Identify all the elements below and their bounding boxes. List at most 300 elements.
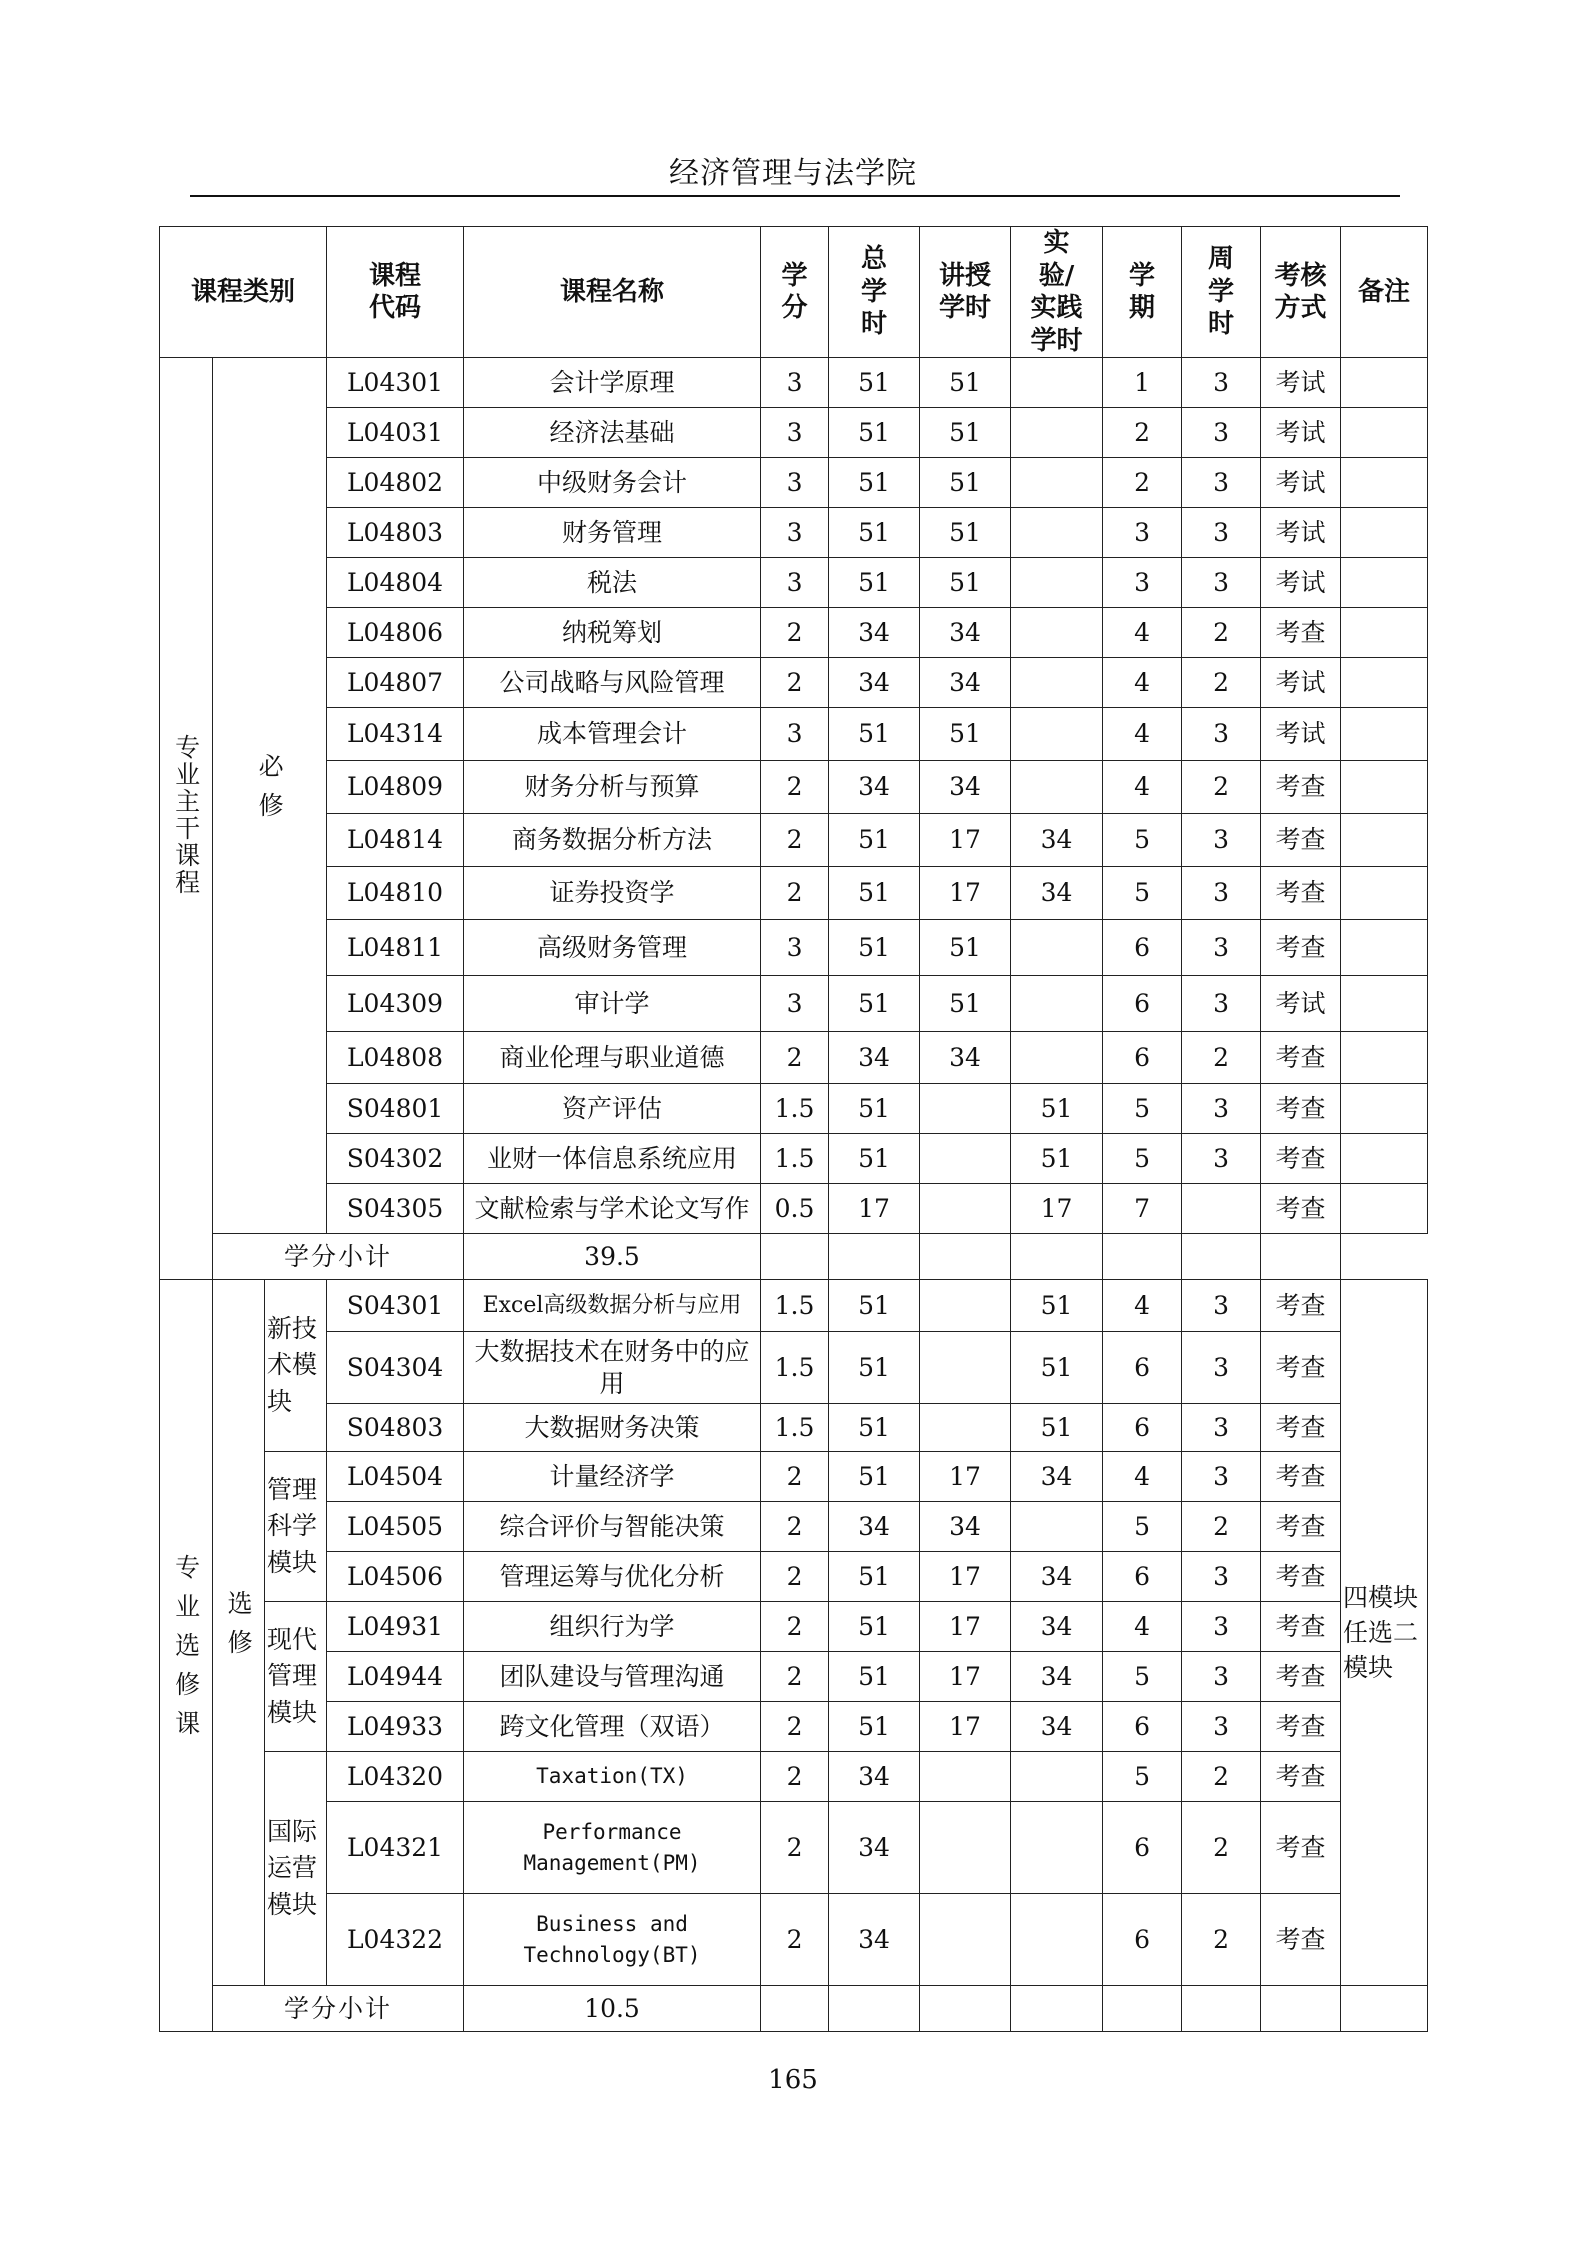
- course-semester: 6: [1103, 1404, 1182, 1452]
- course-code: L04814: [327, 814, 464, 867]
- course-total-hours: 34: [829, 1802, 920, 1894]
- course-code: L04931: [327, 1602, 464, 1652]
- header-total-hours-text: 总学时: [861, 244, 888, 340]
- course-semester: 6: [1103, 1552, 1182, 1602]
- empty-cell: [1182, 1986, 1261, 2032]
- course-lecture-hours: 17: [920, 1602, 1011, 1652]
- course-row: [160, 1502, 1428, 1552]
- course-practice-hours: [1011, 558, 1103, 608]
- course-assessment: 考查: [1261, 1084, 1341, 1134]
- course-weekly-hours: 2: [1182, 1502, 1261, 1552]
- course-row: [160, 1652, 1428, 1702]
- empty-cell: [920, 1234, 1011, 1280]
- course-lecture-hours: 34: [920, 1502, 1011, 1552]
- course-assessment: 考查: [1261, 867, 1341, 920]
- header-practice-hours-text: 实验/实践学时: [1030, 228, 1083, 356]
- header-credit-text: 学分: [781, 260, 808, 323]
- course-code: L04808: [327, 1032, 464, 1084]
- empty-cell: [1261, 1986, 1341, 2032]
- course-lecture-hours: 51: [920, 976, 1011, 1032]
- course-credit: 3: [761, 508, 829, 558]
- course-credit: 2: [761, 814, 829, 867]
- course-credit: 3: [761, 558, 829, 608]
- course-weekly-hours: 3: [1182, 1332, 1261, 1404]
- course-remark: [1341, 1184, 1428, 1234]
- course-practice-hours: [1011, 1032, 1103, 1084]
- module-cell: [265, 1280, 327, 1452]
- course-total-hours: 51: [829, 1652, 920, 1702]
- course-assessment: 考查: [1261, 1134, 1341, 1184]
- course-total-hours: 51: [829, 1404, 920, 1452]
- course-semester: 6: [1103, 1032, 1182, 1084]
- course-code: L04807: [327, 658, 464, 708]
- course-semester: 4: [1103, 608, 1182, 658]
- course-name: 资产评估: [464, 1084, 761, 1134]
- course-name: 商业伦理与职业道德: [464, 1032, 761, 1084]
- course-row: [160, 1752, 1428, 1802]
- course-practice-hours: 34: [1011, 1602, 1103, 1652]
- course-code: L04810: [327, 867, 464, 920]
- course-row: [160, 458, 1428, 508]
- core-subtotal-credit: 39.5: [464, 1234, 761, 1280]
- course-remark: [1341, 408, 1428, 458]
- category-major-core: [160, 358, 213, 1280]
- course-remark: [1341, 358, 1428, 408]
- header-remark: 备注: [1341, 227, 1428, 358]
- course-weekly-hours: 2: [1182, 1802, 1261, 1894]
- course-credit: 1.5: [761, 1134, 829, 1184]
- course-row: [160, 761, 1428, 814]
- course-semester: 3: [1103, 558, 1182, 608]
- course-lecture-hours: [920, 1134, 1011, 1184]
- course-total-hours: 34: [829, 761, 920, 814]
- header-code: [327, 227, 464, 358]
- course-code: S04302: [327, 1134, 464, 1184]
- course-name: 大数据财务决策: [464, 1404, 761, 1452]
- course-code: S04801: [327, 1084, 464, 1134]
- course-total-hours: 51: [829, 458, 920, 508]
- course-weekly-hours: 3: [1182, 1084, 1261, 1134]
- course-credit: 3: [761, 976, 829, 1032]
- course-credit: 3: [761, 358, 829, 408]
- course-practice-hours: 51: [1011, 1084, 1103, 1134]
- course-semester: 5: [1103, 1502, 1182, 1552]
- course-name: 计量经济学: [464, 1452, 761, 1502]
- course-weekly-hours: 2: [1182, 1894, 1261, 1986]
- course-lecture-hours: 51: [920, 508, 1011, 558]
- course-weekly-hours: 3: [1182, 920, 1261, 976]
- course-credit: 2: [761, 1602, 829, 1652]
- course-practice-hours: 51: [1011, 1280, 1103, 1332]
- page-number: 165: [768, 2065, 818, 2095]
- course-semester: 5: [1103, 1652, 1182, 1702]
- course-name: 文献检索与学术论文写作: [464, 1184, 761, 1234]
- elective-remark-cell: [1341, 1280, 1428, 1986]
- course-total-hours: 51: [829, 1084, 920, 1134]
- course-remark: [1341, 708, 1428, 761]
- course-semester: 4: [1103, 1602, 1182, 1652]
- header-lecture-hours: [920, 227, 1011, 358]
- course-row: [160, 408, 1428, 458]
- course-row: [160, 1134, 1428, 1184]
- course-lecture-hours: [920, 1184, 1011, 1234]
- course-assessment: 考查: [1261, 814, 1341, 867]
- course-name: Performance Management(PM): [464, 1802, 761, 1894]
- course-row: [160, 1280, 1428, 1332]
- course-weekly-hours: 3: [1182, 708, 1261, 761]
- course-lecture-hours: [920, 1332, 1011, 1404]
- course-total-hours: 34: [829, 608, 920, 658]
- empty-cell: [1103, 1986, 1182, 2032]
- course-credit: 0.5: [761, 1184, 829, 1234]
- course-semester: 4: [1103, 1452, 1182, 1502]
- course-row: [160, 658, 1428, 708]
- course-code: L04504: [327, 1452, 464, 1502]
- course-lecture-hours: 34: [920, 658, 1011, 708]
- course-weekly-hours: 2: [1182, 608, 1261, 658]
- course-total-hours: 51: [829, 976, 920, 1032]
- course-assessment: 考试: [1261, 408, 1341, 458]
- course-row: [160, 1452, 1428, 1502]
- course-remark: [1341, 1084, 1428, 1134]
- header-semester-text: 学期: [1129, 260, 1156, 323]
- course-total-hours: 51: [829, 1702, 920, 1752]
- course-remark: [1341, 658, 1428, 708]
- course-practice-hours: 34: [1011, 1702, 1103, 1752]
- course-practice-hours: [1011, 658, 1103, 708]
- course-weekly-hours: 3: [1182, 976, 1261, 1032]
- required-label: 必修: [255, 752, 285, 831]
- course-semester: 5: [1103, 867, 1182, 920]
- course-assessment: 考查: [1261, 1602, 1341, 1652]
- course-semester: 6: [1103, 976, 1182, 1032]
- course-row: [160, 1184, 1428, 1234]
- course-total-hours: 34: [829, 1502, 920, 1552]
- course-name: 公司战略与风险管理: [464, 658, 761, 708]
- course-assessment: 考试: [1261, 658, 1341, 708]
- header-semester: [1103, 227, 1182, 358]
- page-header-title: 经济管理与法学院: [669, 156, 917, 191]
- course-name: 审计学: [464, 976, 761, 1032]
- course-semester: 6: [1103, 1332, 1182, 1404]
- course-total-hours: 51: [829, 1452, 920, 1502]
- course-code: L04806: [327, 608, 464, 658]
- course-credit: 2: [761, 1652, 829, 1702]
- elective-subtotal-credit: 10.5: [464, 1986, 761, 2032]
- course-credit: 2: [761, 1894, 829, 1986]
- course-total-hours: 51: [829, 1280, 920, 1332]
- course-remark: [1341, 761, 1428, 814]
- course-name: 成本管理会计: [464, 708, 761, 761]
- course-practice-hours: [1011, 976, 1103, 1032]
- course-practice-hours: [1011, 1802, 1103, 1894]
- course-name: 团队建设与管理沟通: [464, 1652, 761, 1702]
- course-row: [160, 920, 1428, 976]
- course-assessment: 考试: [1261, 708, 1341, 761]
- course-row: [160, 1032, 1428, 1084]
- course-remark: [1341, 976, 1428, 1032]
- course-credit: 1.5: [761, 1332, 829, 1404]
- major-core-section: [160, 358, 1428, 1280]
- course-code: L04505: [327, 1502, 464, 1552]
- course-lecture-hours: 51: [920, 920, 1011, 976]
- course-semester: 1: [1103, 358, 1182, 408]
- course-practice-hours: [1011, 920, 1103, 976]
- course-semester: 5: [1103, 814, 1182, 867]
- course-remark: [1341, 814, 1428, 867]
- core-subtotal-label: 学分小计: [213, 1234, 464, 1280]
- course-lecture-hours: 17: [920, 867, 1011, 920]
- course-remark: [1341, 558, 1428, 608]
- course-practice-hours: 51: [1011, 1404, 1103, 1452]
- course-row: [160, 1552, 1428, 1602]
- course-assessment: 考查: [1261, 1404, 1341, 1452]
- course-credit: 2: [761, 761, 829, 814]
- course-assessment: 考查: [1261, 1452, 1341, 1502]
- course-row: [160, 1404, 1428, 1452]
- module-name: 国际运营模块: [267, 1817, 318, 1919]
- header-code-text: 课程代码: [369, 260, 422, 323]
- course-semester: 4: [1103, 1280, 1182, 1332]
- course-remark: [1341, 458, 1428, 508]
- header-credit: [761, 227, 829, 358]
- course-semester: 5: [1103, 1084, 1182, 1134]
- category-major-elective: [160, 1280, 213, 2032]
- course-assessment: 考查: [1261, 1894, 1341, 1986]
- course-semester: 3: [1103, 508, 1182, 558]
- course-weekly-hours: 3: [1182, 1652, 1261, 1702]
- course-weekly-hours: 3: [1182, 558, 1261, 608]
- course-credit: 3: [761, 408, 829, 458]
- course-assessment: 考查: [1261, 920, 1341, 976]
- empty-cell: [1261, 1234, 1341, 1280]
- course-row: [160, 608, 1428, 658]
- course-total-hours: 51: [829, 867, 920, 920]
- module-name: 管理科学模块: [267, 1475, 318, 1577]
- course-assessment: 考查: [1261, 1032, 1341, 1084]
- course-semester: 6: [1103, 1894, 1182, 1986]
- course-lecture-hours: 17: [920, 814, 1011, 867]
- course-assessment: 考查: [1261, 1702, 1341, 1752]
- course-weekly-hours: 3: [1182, 458, 1261, 508]
- course-code: L04309: [327, 976, 464, 1032]
- course-name: 综合评价与智能决策: [464, 1502, 761, 1552]
- course-assessment: 考查: [1261, 1502, 1341, 1552]
- course-semester: 2: [1103, 458, 1182, 508]
- course-row: [160, 976, 1428, 1032]
- course-code: L04944: [327, 1652, 464, 1702]
- course-code: S04301: [327, 1280, 464, 1332]
- course-weekly-hours: 3: [1182, 1452, 1261, 1502]
- course-name: 证券投资学: [464, 867, 761, 920]
- course-total-hours: 51: [829, 1332, 920, 1404]
- course-assessment: 考查: [1261, 1752, 1341, 1802]
- course-code: L04933: [327, 1702, 464, 1752]
- course-total-hours: 34: [829, 1894, 920, 1986]
- course-practice-hours: 34: [1011, 1552, 1103, 1602]
- header-name: 课程名称: [464, 227, 761, 358]
- course-semester: 2: [1103, 408, 1182, 458]
- course-name: 商务数据分析方法: [464, 814, 761, 867]
- elective-label: 选修: [224, 1589, 254, 1668]
- course-name: Taxation(TX): [464, 1752, 761, 1802]
- course-row: [160, 358, 1428, 408]
- course-total-hours: 51: [829, 1602, 920, 1652]
- course-weekly-hours: 3: [1182, 508, 1261, 558]
- module-cell: [265, 1602, 327, 1752]
- course-assessment: 考查: [1261, 1652, 1341, 1702]
- course-total-hours: 51: [829, 814, 920, 867]
- course-row: [160, 1802, 1428, 1894]
- course-practice-hours: [1011, 608, 1103, 658]
- course-semester: 4: [1103, 761, 1182, 814]
- course-lecture-hours: 34: [920, 608, 1011, 658]
- course-practice-hours: 34: [1011, 814, 1103, 867]
- course-lecture-hours: 34: [920, 1032, 1011, 1084]
- course-credit: 2: [761, 1552, 829, 1602]
- course-weekly-hours: 3: [1182, 814, 1261, 867]
- course-weekly-hours: 3: [1182, 1602, 1261, 1652]
- course-semester: 5: [1103, 1134, 1182, 1184]
- course-assessment: 考查: [1261, 1332, 1341, 1404]
- course-lecture-hours: [920, 1752, 1011, 1802]
- empty-cell: [1341, 1986, 1428, 2032]
- course-weekly-hours: 3: [1182, 1702, 1261, 1752]
- course-remark: [1341, 920, 1428, 976]
- course-code: L04301: [327, 358, 464, 408]
- course-lecture-hours: 51: [920, 708, 1011, 761]
- course-weekly-hours: 3: [1182, 408, 1261, 458]
- course-total-hours: 34: [829, 1752, 920, 1802]
- course-credit: 2: [761, 608, 829, 658]
- course-practice-hours: 51: [1011, 1134, 1103, 1184]
- course-credit: 3: [761, 708, 829, 761]
- course-name: 会计学原理: [464, 358, 761, 408]
- course-row: [160, 1702, 1428, 1752]
- course-lecture-hours: 17: [920, 1552, 1011, 1602]
- course-lecture-hours: 17: [920, 1702, 1011, 1752]
- header-category: 课程类别: [160, 227, 327, 358]
- course-practice-hours: [1011, 408, 1103, 458]
- course-name: 跨文化管理（双语）: [464, 1702, 761, 1752]
- course-credit: 2: [761, 1032, 829, 1084]
- course-lecture-hours: 34: [920, 761, 1011, 814]
- course-practice-hours: [1011, 708, 1103, 761]
- course-practice-hours: [1011, 1894, 1103, 1986]
- course-practice-hours: [1011, 508, 1103, 558]
- course-credit: 2: [761, 658, 829, 708]
- course-row: [160, 558, 1428, 608]
- course-credit: 2: [761, 1702, 829, 1752]
- course-total-hours: 17: [829, 1184, 920, 1234]
- course-semester: 6: [1103, 920, 1182, 976]
- course-remark: [1341, 1134, 1428, 1184]
- elective-subtotal-label: 学分小计: [213, 1986, 464, 2032]
- course-name: 高级财务管理: [464, 920, 761, 976]
- header-weekly-hours: [1182, 227, 1261, 358]
- course-total-hours: 51: [829, 920, 920, 976]
- course-name: 纳税筹划: [464, 608, 761, 658]
- course-code: S04803: [327, 1404, 464, 1452]
- course-weekly-hours: 3: [1182, 358, 1261, 408]
- course-lecture-hours: 51: [920, 558, 1011, 608]
- course-semester: 4: [1103, 708, 1182, 761]
- course-assessment: 考试: [1261, 976, 1341, 1032]
- course-practice-hours: 17: [1011, 1184, 1103, 1234]
- course-total-hours: 51: [829, 708, 920, 761]
- course-lecture-hours: [920, 1894, 1011, 1986]
- header-lecture-hours-text: 讲授学时: [939, 260, 992, 323]
- course-weekly-hours: 3: [1182, 1404, 1261, 1452]
- course-code: L04031: [327, 408, 464, 458]
- empty-cell: [761, 1234, 829, 1280]
- course-remark: [1341, 1032, 1428, 1084]
- table-header-row: [160, 227, 1428, 358]
- empty-cell: [829, 1234, 920, 1280]
- course-assessment: 考查: [1261, 608, 1341, 658]
- course-code: L04322: [327, 1894, 464, 1986]
- course-credit: 3: [761, 920, 829, 976]
- course-code: L04804: [327, 558, 464, 608]
- course-assessment: 考查: [1261, 761, 1341, 814]
- module-cell: [265, 1752, 327, 1986]
- course-total-hours: 51: [829, 558, 920, 608]
- course-credit: 1.5: [761, 1404, 829, 1452]
- course-assessment: 考查: [1261, 1552, 1341, 1602]
- course-semester: 6: [1103, 1802, 1182, 1894]
- major-elective-section: [160, 1280, 1428, 2032]
- module-cell: [265, 1452, 327, 1602]
- course-weekly-hours: 3: [1182, 1552, 1261, 1602]
- course-credit: 1.5: [761, 1280, 829, 1332]
- course-row: [160, 1894, 1428, 1986]
- empty-cell: [920, 1986, 1011, 2032]
- header-assessment-text: 考核方式: [1274, 260, 1327, 323]
- course-assessment: 考试: [1261, 358, 1341, 408]
- course-remark: [1341, 608, 1428, 658]
- core-subtotal-row: [160, 1234, 1428, 1280]
- empty-cell: [761, 1986, 829, 2032]
- course-code: S04305: [327, 1184, 464, 1234]
- course-total-hours: 34: [829, 1032, 920, 1084]
- elective-subtotal-row: [160, 1986, 1428, 2032]
- course-weekly-hours: 3: [1182, 1134, 1261, 1184]
- course-name: 组织行为学: [464, 1602, 761, 1652]
- course-code: L04802: [327, 458, 464, 508]
- elective-remark: 四模块任选二模块: [1343, 1583, 1419, 1682]
- course-total-hours: 34: [829, 658, 920, 708]
- course-lecture-hours: 17: [920, 1652, 1011, 1702]
- course-name: 财务管理: [464, 508, 761, 558]
- course-total-hours: 51: [829, 408, 920, 458]
- course-row: [160, 508, 1428, 558]
- course-weekly-hours: 2: [1182, 1752, 1261, 1802]
- course-assessment: 考查: [1261, 1280, 1341, 1332]
- course-lecture-hours: [920, 1280, 1011, 1332]
- course-practice-hours: 34: [1011, 1652, 1103, 1702]
- course-assessment: 考试: [1261, 558, 1341, 608]
- course-remark: [1341, 508, 1428, 558]
- course-code: L04321: [327, 1802, 464, 1894]
- course-lecture-hours: 51: [920, 458, 1011, 508]
- category-major-elective-label: 专业选修课: [171, 1554, 201, 1750]
- course-table: [159, 226, 1428, 2032]
- course-practice-hours: 34: [1011, 1452, 1103, 1502]
- course-assessment: 考查: [1261, 1802, 1341, 1894]
- course-lecture-hours: [920, 1404, 1011, 1452]
- header-assessment: [1261, 227, 1341, 358]
- course-name: Business and Technology(BT): [464, 1894, 761, 1986]
